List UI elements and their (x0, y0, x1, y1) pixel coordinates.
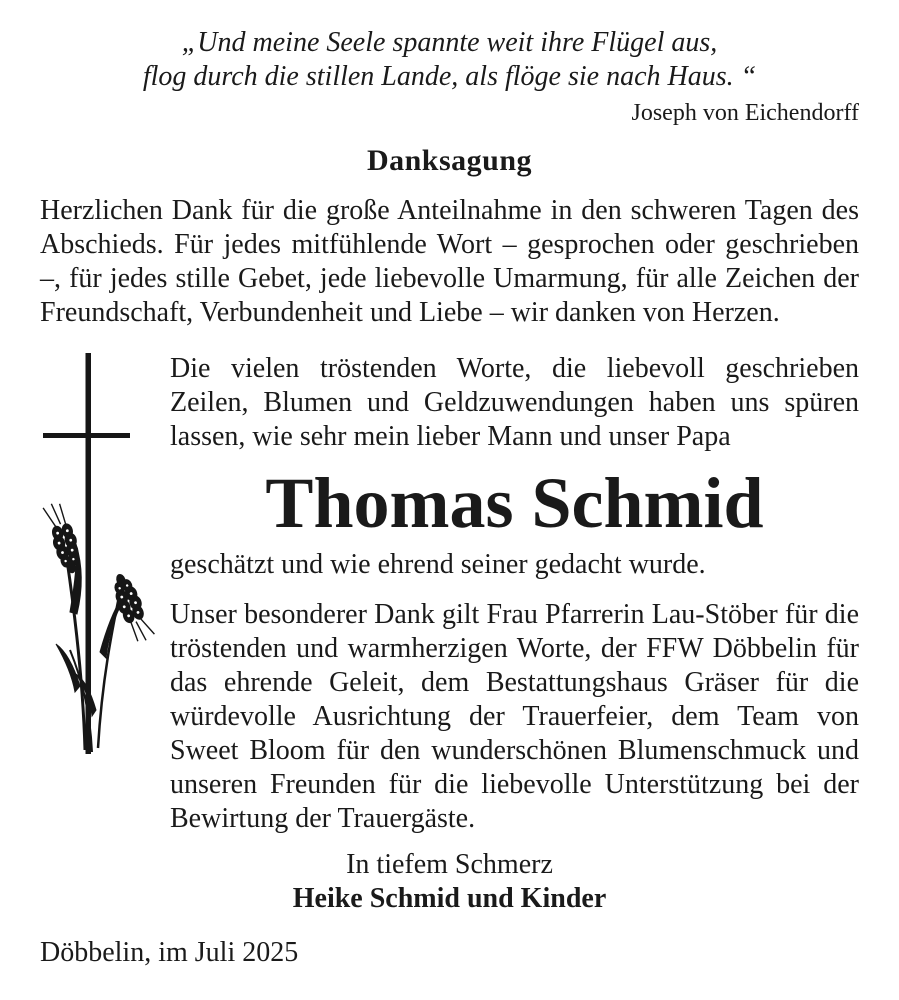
closing-line-family: Heike Schmid und Kinder (292, 883, 607, 914)
place-date: Döbbelin, im Juli 2025 (40, 937, 299, 968)
quote-attribution: Joseph von Eichendorff (631, 100, 859, 126)
closing-line-grief: In tiefem Schmerz (346, 849, 553, 880)
cross-and-wheat-illustration (40, 350, 160, 760)
paragraph-general-thanks: Herzlichen Dank für die große Anteilnahme in den schweren Tagen des Abschieds. Für jedes mitfühlende Wort – gesprochen oder geschrieben –, für jedes stille Gebet, jede liebevolle Umarmung, für alle Zeichen der Freundschaft, Verbundenheit und Liebe – wir danken von Herzen. (40, 195, 859, 328)
paragraph-after-name: geschätzt und wie ehrend seiner gedacht wurde. (170, 549, 706, 580)
page-title: Danksagung (366, 144, 533, 177)
paragraph-intro-name: Die vielen tröstenden Worte, die liebevoll geschrieben Zeilen, Blumen und Geldzuwendungen haben uns spüren lassen, wie sehr mein lieber Mann und unser Papa (170, 353, 859, 452)
wheat-icon (43, 500, 156, 752)
quote-block (40, 26, 859, 128)
quote-line-1: „Und meine Seele spannte weit ihre Flügel aus, (181, 27, 718, 58)
paragraph-special-thanks: Unser besonderer Dank gilt Frau Pfarrerin Lau-Stöber für die tröstenden und warmherzigen Worte, der FFW Döbbelin für das ehrende Geleit, dem Bestattungshaus Gräser für die würdevolle Ausrichtung der Trauerfeier, dem Team von Sweet Bloom für den wunderschönen Blumenschmuck und unseren Freunden für die liebevolle Unterstützung bei der Bewirtung der Trauergäste. (170, 599, 859, 834)
deceased-name: Thomas Schmid (265, 463, 764, 543)
closing-block (40, 848, 859, 916)
quote-line-2: flog durch die stillen Lande, als flöge sie nach Haus. “ (142, 61, 757, 92)
middle-section (170, 352, 859, 836)
